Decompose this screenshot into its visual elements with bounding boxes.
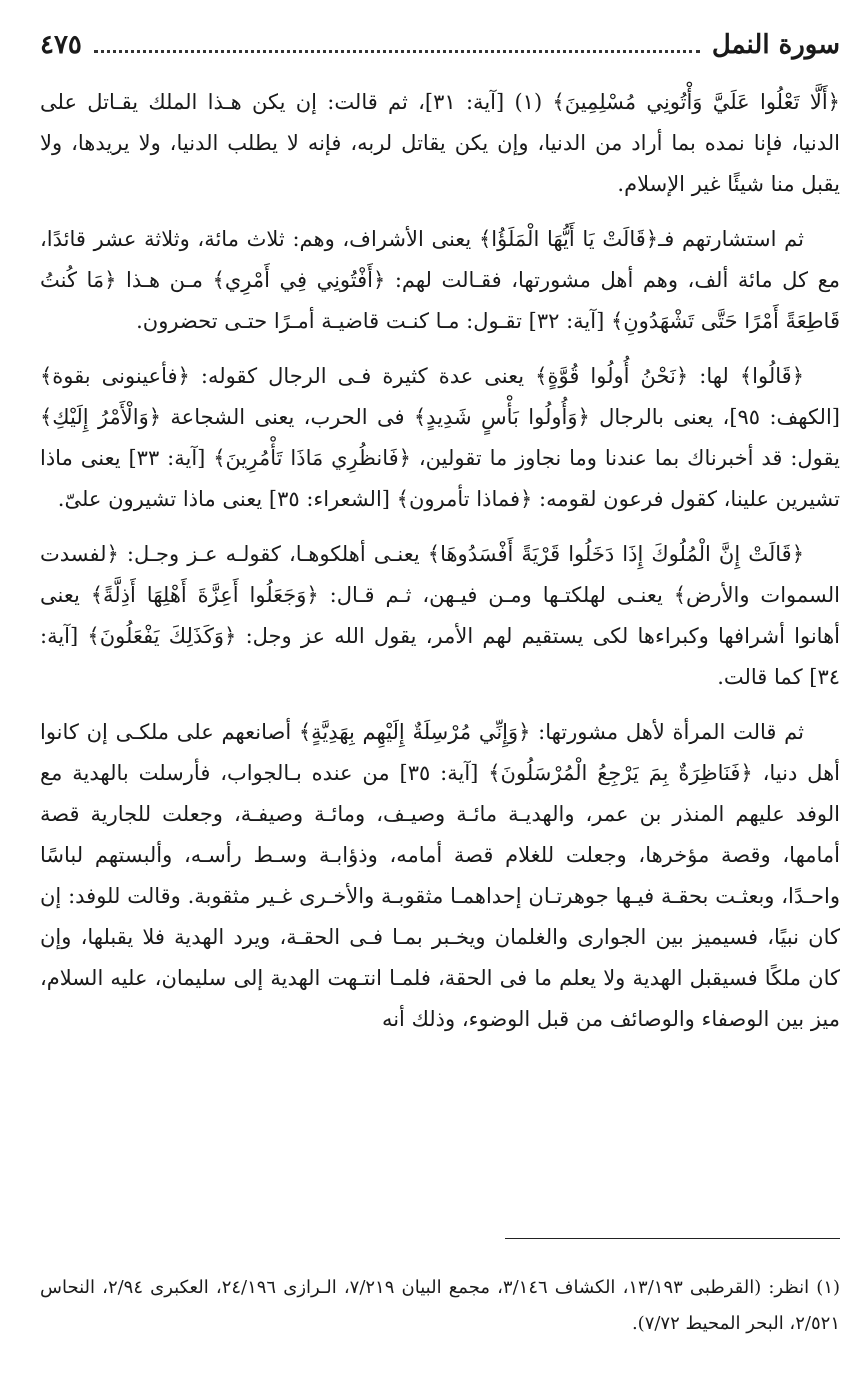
paragraph: ﴿قَالَتْ إِنَّ الْمُلُوكَ إِذَا دَخَلُوا قَرْيَةً أَفْسَدُوهَا﴾ يعنـى أهلكوهـا، كقولـه عـز وجـل: ﴿لفسدت السموات والأرض﴾ يعنـى لهلكتـها ومـن فيـهن، ثـم قـال: ﴿وَجَعَلُوا أَعِزَّةَ أَهْلِهَا أَذِلَّةً﴾ يعنى أهانوا أشرافها وكبراءها لكى يستقيم لهم الأمر، يقول الله عز وجل: ﴿وَكَذَلِكَ يَفْعَلُونَ﴾ [آية: ٣٤] كما قالت. [40, 542, 840, 689]
book-page [40, 30, 840, 1360]
page-number: ٤٧٥ [40, 30, 82, 60]
paragraph: ثم قالت المرأة لأهل مشورتها: ﴿وَإِنِّي مُرْسِلَةٌ إِلَيْهِم بِهَدِيَّةٍ﴾ أصانعهم على ملكـى إن كانوا أهل دنيا، ﴿فَنَاظِرَةٌ بِمَ يَرْجِعُ الْمُرْسَلُونَ﴾ [آية: ٣٥] من عنده بـالجواب، فأرسلت بالهدية مع الوفد عليهم المنذر بن عمر، والهديـة مائـة وصيـف، ومائـة وصيفـة، وجعلت للجارية قصة أمامها، وقصة مؤخرها، وجعلت للغلام قصة أمامه، وذؤابـة وسـط رأسـه، وألبستهم لباسًا واحـدًا، وبعثـت بحقـة فيـها جوهرتـان إحداهمـا مثقوبـة والأخـرى غـير مثقوبة. وقالت للوفد: إن كان نبيًا، فسيميز بين الجوارى والغلمان ويخـبر بمـا فـى الحقـة، ويرد الهدية فلا يقبلها، وإن كان ملكًا فسيقبل الهدية ولا يعلم ما فى الحقة، فلمـا انتـهت الهدية إلى سليمان، عليه السلام، ميز بين الوصفاء والوصائف من قبل الوضوء، وذلك أنه [40, 720, 840, 1031]
header-leader-dots [94, 36, 700, 53]
main-text [40, 82, 840, 1040]
footnote: (١) انظر: (القرطبى ١٣/١٩٣، الكشاف ٣/١٤٦، مجمع البيان ٧/٢١٩، الـرازى ٢٤/١٩٦، العكبرى ٢/٩٤، النحاس ٢/٥٢١، البحر المحيط ٧/٧٢). [40, 1277, 841, 1334]
surah-title: سورة النمل [711, 30, 840, 60]
footnote-divider [505, 1238, 840, 1239]
paragraph: ﴿قَالُوا﴾ لها: ﴿نَحْنُ أُولُوا قُوَّةٍ﴾ يعنى عدة كثيرة فـى الرجال كقوله: ﴿فأعينونى بقوة﴾ [الكهف: ٩٥]، يعنى بالرجال ﴿وَأُولُوا بَأْسٍ شَدِيدٍ﴾ فى الحرب، يعنى الشجاعة ﴿وَالْأَمْرُ إِلَيْكِ﴾ يقول: قد أخبرناك بما عندنا وما نجاوز ما تقولين، ﴿فَانظُرِي مَاذَا تَأْمُرِينَ﴾ [آية: ٣٣] يعنى ماذا تشيرين علينا، كقول فرعون لقومه: ﴿فماذا تأمرون﴾ [الشعراء: ٣٥] يعنى ماذا تشيرون علىّ. [40, 364, 840, 511]
paragraph: ﴿أَلَّا تَعْلُوا عَلَيَّ وَأْتُونِي مُسْلِمِينَ﴾ (١) [آية: ٣١]، ثم قالت: إن يكن هـذا الملك يقـاتل على الدنيا، فإنا نمده بما أراد من الدنيا، وإن يكن يقاتل لربه، فإنه لا يطلب الدنيا، ولا يريدها، ولا يقبل منا شيئًا غير الإسلام. [40, 90, 840, 196]
running-header [40, 30, 840, 78]
paragraph: ثم استشارتهم فـ﴿قَالَتْ يَا أَيُّهَا الْمَلَؤُا﴾ يعنى الأشراف، وهم: ثلاث مائة، وثلاثة عشر قائدًا، مع كل مائة ألف، وهم أهل مشورتها، فقـالت لهم: ﴿أَفْتُونِي فِي أَمْرِي﴾ مـن هـذا ﴿مَا كُنتُ قَاطِعَةً أَمْرًا حَتَّى تَشْهَدُونِ﴾ [آية: ٣٢] تقـول: مـا كنـت قاضيـة أمـرًا حتـى تحضرون. [40, 227, 840, 333]
